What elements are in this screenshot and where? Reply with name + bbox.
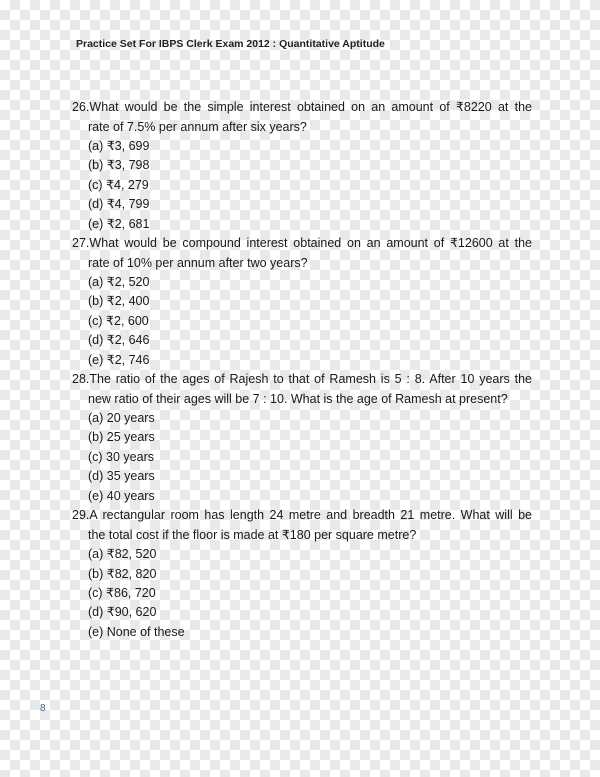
option-d: (d) ₹90, 620	[88, 605, 157, 620]
question-number: 28.	[72, 372, 90, 387]
option-e: (e) 40 years	[88, 488, 155, 503]
options-list	[72, 137, 532, 234]
question-28	[72, 370, 532, 506]
question-29	[72, 506, 532, 642]
option-b: (b) ₹2, 400	[88, 294, 150, 309]
options-list	[72, 409, 532, 506]
question-27	[72, 234, 532, 370]
question-number: 29.	[72, 508, 90, 523]
option-d: (d) 35 years	[88, 469, 155, 484]
option-c: (c) 30 years	[88, 449, 154, 464]
option-e: (e) ₹2, 681	[88, 216, 150, 231]
options-list	[72, 545, 532, 642]
question-text-line-1: The ratio of the ages of Rajesh to that of Ramesh is 5 : 8. After 10 years the	[89, 372, 532, 387]
question-text-line-1: A rectangular room has length 24 metre and breadth 21 metre. What will be	[89, 508, 532, 523]
option-b: (b) 25 years	[88, 430, 155, 445]
option-e: (e) None of these	[88, 624, 185, 639]
question-text-line-2: the total cost if the floor is made at ₹180 per square metre?	[88, 527, 417, 542]
options-list	[72, 273, 532, 370]
option-a: (a) ₹3, 699	[88, 139, 150, 153]
option-b: (b) ₹3, 798	[88, 158, 150, 173]
question-text-line-1: What would be the simple interest obtained on an amount of ₹8220 at the	[89, 100, 532, 114]
question-number: 26.	[72, 100, 90, 114]
option-d: (d) ₹2, 646	[88, 333, 150, 348]
option-a: (a) ₹82, 520	[88, 547, 157, 562]
option-b: (b) ₹82, 820	[88, 566, 157, 581]
option-a: (a) ₹2, 520	[88, 275, 150, 290]
question-text-line-2: rate of 7.5% per annum after six years?	[88, 119, 307, 134]
question-text-line-2: rate of 10% per annum after two years?	[88, 255, 308, 270]
question-26	[72, 98, 532, 234]
question-text-line-1: What would be compound interest obtained on an amount of ₹12600 at the	[89, 236, 532, 251]
option-d: (d) ₹4, 799	[88, 197, 150, 212]
option-c: (c) ₹4, 279	[88, 177, 149, 192]
page-header: Practice Set For IBPS Clerk Exam 2012 : Quantitative Aptitude	[76, 38, 385, 50]
page-number: 8	[40, 703, 46, 714]
option-e: (e) ₹2, 746	[88, 352, 150, 367]
question-list	[72, 98, 532, 642]
option-c: (c) ₹86, 720	[88, 585, 156, 600]
option-a: (a) 20 years	[88, 411, 155, 426]
option-c: (c) ₹2, 600	[88, 313, 149, 328]
question-number: 27.	[72, 236, 90, 251]
question-text-line-2: new ratio of their ages will be 7 : 10. What is the age of Ramesh at present?	[88, 391, 508, 406]
